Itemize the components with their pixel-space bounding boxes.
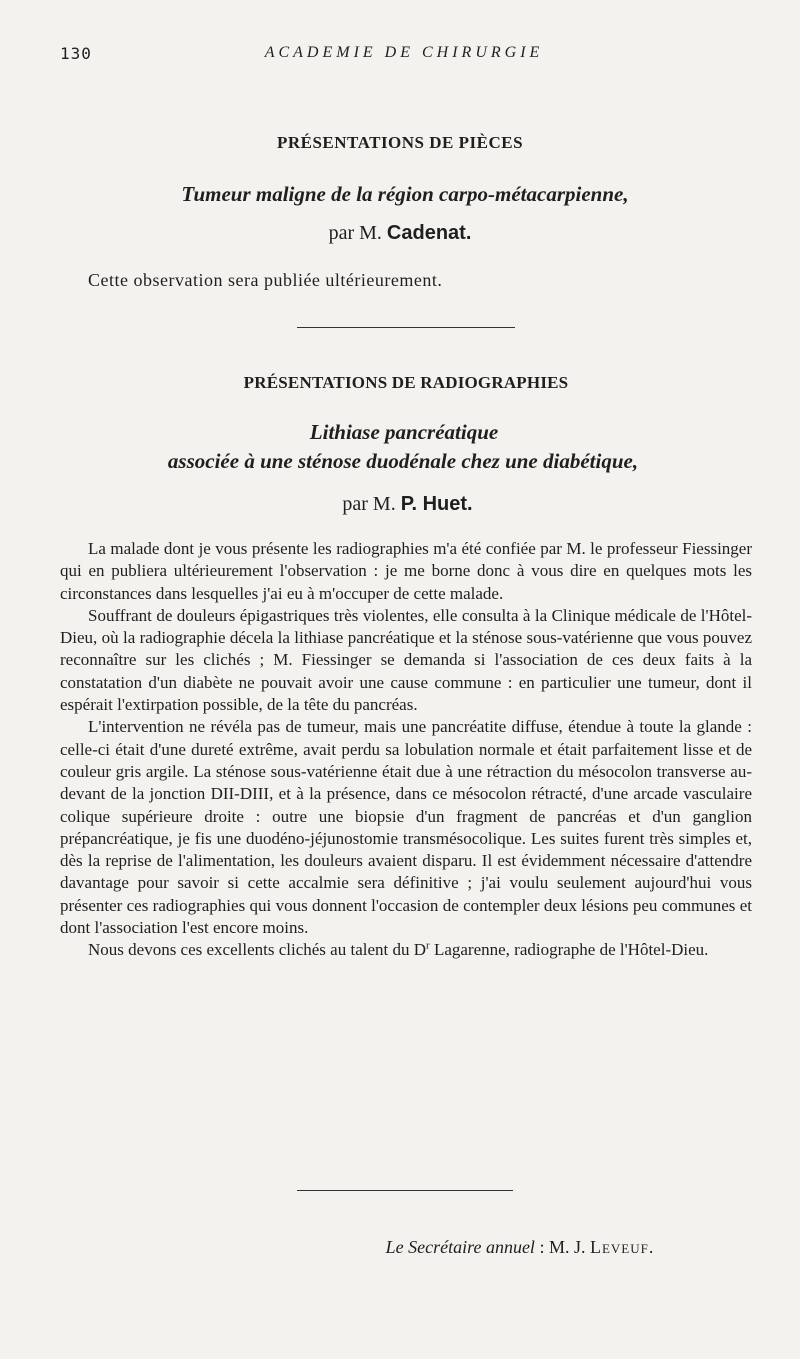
- paragraph: Souffrant de douleurs épigastriques très violentes, elle consulta à la Clinique médicale de l'Hôtel-Dieu, où la radiographie décela la lithiase pancréatique et la sténose sous-vatérienne que vous pouvez reconnaître sur les clichés ; M. Fiessinger se demanda si l'association de ces deux faits à la constatation d'un diabète ne pouvait avoir une cause commune : en particulier une tumeur, dont il espérait l'extirpation possible, de la tête du pancréas.: [60, 605, 752, 715]
- section-divider: [297, 327, 515, 328]
- signature-separator: :: [534, 1237, 549, 1257]
- closing-divider: [297, 1190, 513, 1191]
- signature-role: Le Secrétaire annuel: [385, 1237, 535, 1257]
- article-title-tumeur: Tumeur maligne de la région carpo-métacarpienne,: [181, 182, 629, 206]
- section-heading-radiographies: PRÉSENTATIONS DE RADIOGRAPHIES: [243, 373, 569, 392]
- page-number: 130: [60, 44, 92, 63]
- author-line-huet: [0, 493, 800, 516]
- ack-text-end: Lagarenne, radiographe de l'Hôtel-Dieu.: [429, 940, 709, 960]
- article-title-line1: Lithiase pancréatique: [309, 420, 499, 444]
- signature-name-prefix: M. J.: [548, 1237, 590, 1257]
- paragraph-acknowledgement: [60, 939, 752, 961]
- section-heading-pieces: PRÉSENTATIONS DE PIÈCES: [276, 133, 524, 152]
- article-title-line2: associée à une sténose duodénale chez une diabétique,: [167, 449, 639, 473]
- page-header: [60, 44, 748, 68]
- author-name: Cadenat.: [386, 222, 472, 244]
- ack-text-start: Nous devons ces excellents clichés au talent du D: [88, 940, 427, 960]
- author-prefix: par M.: [328, 222, 382, 244]
- publication-note: Cette observation sera publiée ultérieurement.: [88, 270, 443, 290]
- author-prefix: par M.: [342, 493, 396, 515]
- article-body: [60, 538, 752, 962]
- author-line-cadenat: [0, 222, 800, 245]
- signature-name: Leveuf.: [589, 1237, 655, 1257]
- author-name: P. Huet.: [400, 493, 473, 515]
- paragraph: L'intervention ne révéla pas de tumeur, mais une pancréatite diffuse, étendue à toute la glande : celle-ci était d'une dureté extrême, avait perdu sa lobulation normale et était parfaitement lisse et de couleur gris argile. La sténose sous-vatérienne était due à une rétraction du mésocolon transverse au-devant de la jonction DII-DIII, et à la présence, dans ce mésocolon rétracté, d'une arcade vasculaire colique supérieure droite : outre une biopsie d'un fragment de pancréas et d'un ganglion prépancréatique, je fis une duodéno-jéjunostomie transmésocolique. Les suites furent très simples et, dès la reprise de l'alimentation, les douleurs avaient disparu. Il est évidemment nécessaire d'attendre davantage pour savoir si cette accalmie sera définitive ; j'ai voulu seulement aujourd'hui vous présenter ces radiographies qui vous donnent l'occasion de contempler deux lésions peu communes et dont l'association l'est encore moins.: [60, 717, 752, 938]
- running-head: ACADEMIE DE CHIRURGIE: [264, 44, 544, 61]
- signature-line: [0, 1237, 800, 1258]
- ack-superscript: r: [426, 939, 430, 952]
- paragraph: La malade dont je vous présente les radiographies m'a été confiée par M. le professeur Fiessinger qui en publiera ultérieurement l'observation : je me borne donc à vous dire en quelques mots les circonstances dans lesquelles j'ai eu à m'occuper de cette malade.: [60, 539, 752, 603]
